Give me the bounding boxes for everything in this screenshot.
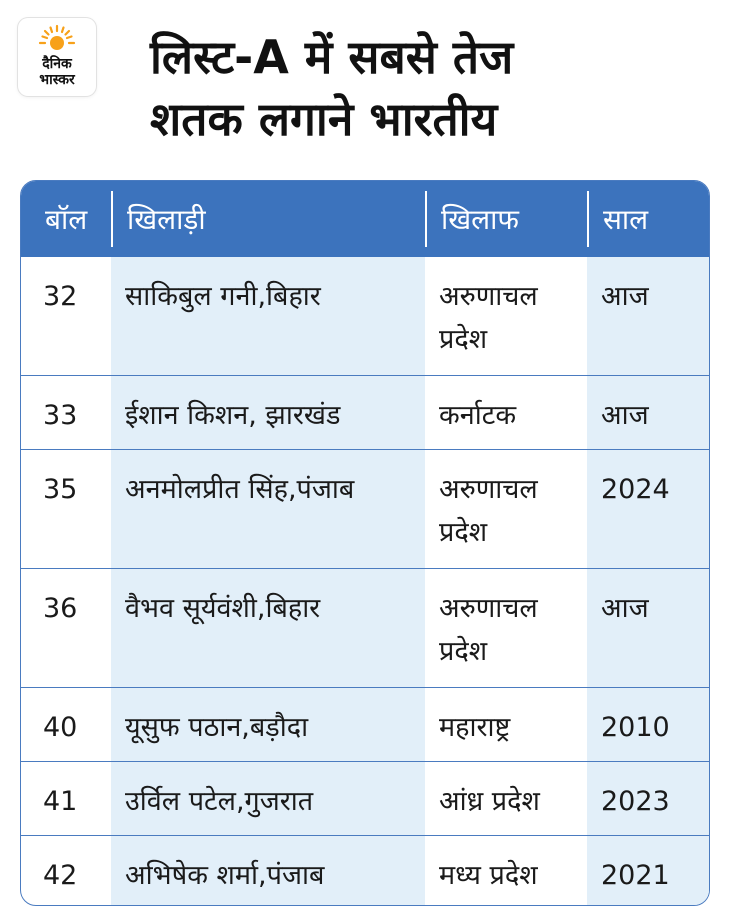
title-line-1: लिस्ट-A में सबसे तेज (150, 30, 514, 84)
header-against: खिलाफ (425, 181, 587, 257)
cell-against: मध्य प्रदेश (439, 860, 538, 891)
logo-line-2: भास्कर (39, 72, 75, 88)
cell-year: 2010 (587, 688, 710, 762)
cell-against: आंध्र प्रदेश (425, 762, 587, 836)
cell-year: 2024 (587, 450, 710, 569)
table-row (21, 376, 710, 450)
cell-against: अरुणाचल प्रदेश (425, 450, 587, 569)
cell-against: महाराष्ट्र (425, 688, 587, 762)
cell-year: 2021 (587, 836, 710, 907)
cell-player: अनमोलप्रीत सिंह,पंजाब (111, 450, 425, 569)
title-line-2: शतक लगाने भारतीय (150, 92, 498, 146)
cell-player: अभिषेक शर्मा,पंजाब (111, 836, 425, 907)
cell-player: उर्विल पटेल,गुजरात (111, 762, 425, 836)
cell-player: वैभव सूर्यवंशी,बिहार (111, 569, 425, 688)
page-title (150, 26, 710, 150)
cell-balls: 41 (21, 762, 111, 836)
cell-balls: 40 (21, 688, 111, 762)
cell-against: अरुणाचल प्रदेश (425, 569, 587, 688)
cell-balls: 36 (21, 569, 111, 688)
logo (18, 18, 96, 96)
table-row (21, 688, 710, 762)
table-header-row (21, 181, 710, 257)
logo-line-1: दैनिक (42, 56, 72, 72)
cell-against: कर्नाटक (425, 376, 587, 450)
header-year: साल (587, 181, 710, 257)
table-row (21, 762, 710, 836)
header-player: खिलाड़ी (111, 181, 425, 257)
cell-player: यूसुफ पठान,बड़ौदा (111, 688, 425, 762)
table-row (21, 257, 710, 376)
header-balls: बॉल (21, 181, 111, 257)
cell-year: आज (587, 569, 710, 688)
cell-player: ईशान किशन, झारखंड (111, 376, 425, 450)
cell-balls: 42 (43, 860, 78, 891)
cell-year: 2023 (587, 762, 710, 836)
cell-year: आज (587, 257, 710, 376)
cell-balls: 32 (21, 257, 111, 376)
records-table (20, 180, 710, 906)
table-row (21, 836, 710, 907)
cell-player: साकिबुल गनी,बिहार (111, 257, 425, 376)
cell-against: अरुणाचल प्रदेश (425, 257, 587, 376)
cell-balls: 33 (21, 376, 111, 450)
table-row (21, 569, 710, 688)
cell-balls: 35 (21, 450, 111, 569)
cell-year: आज (587, 376, 710, 450)
table-row (21, 450, 710, 569)
